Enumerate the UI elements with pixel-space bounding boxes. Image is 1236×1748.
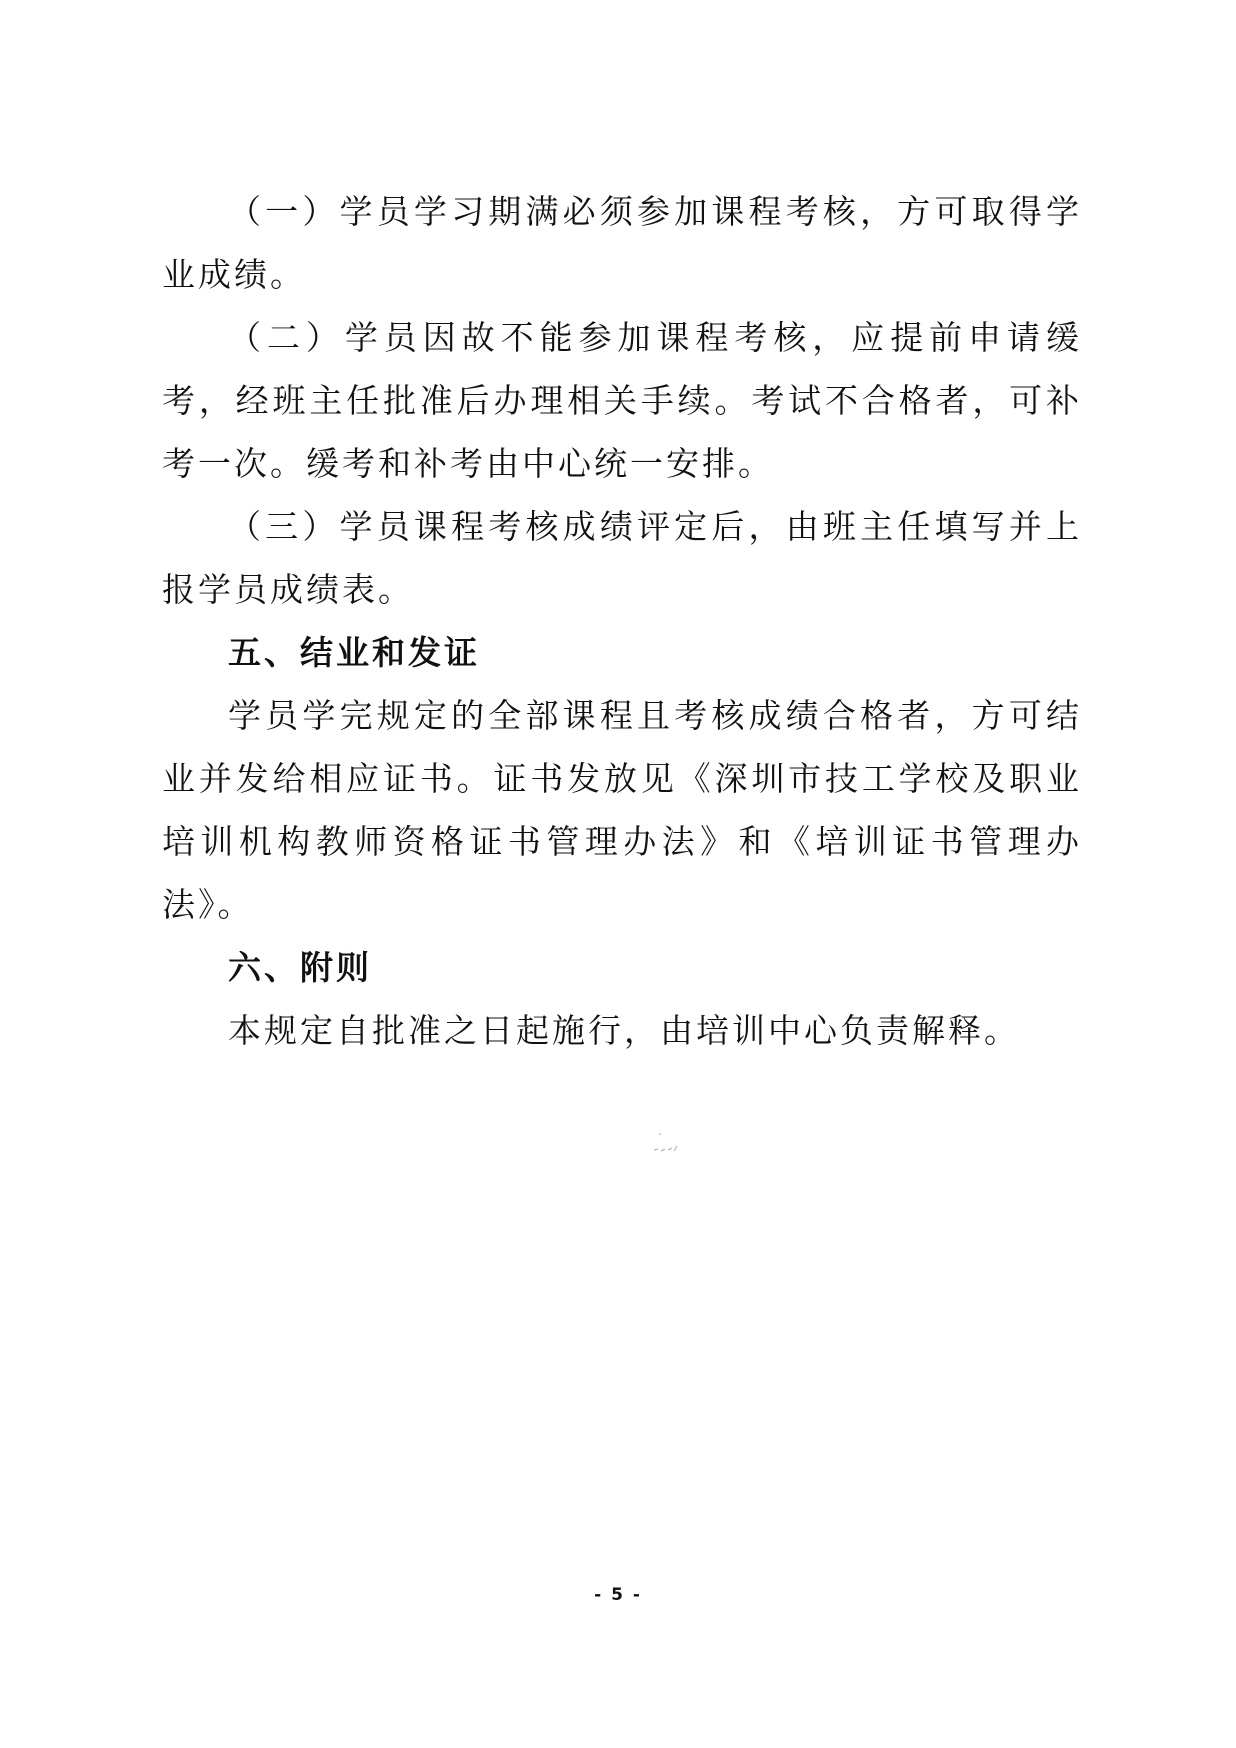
scan-speck-mark	[652, 1128, 682, 1158]
clause-certificates: 学员学完规定的全部课程且考核成绩合格者，方可结业并发给相应证书。证书发放见《深圳市技工学校及职业培训机构教师资格证书管理办法》和《培训证书管理办法》。	[162, 696, 1082, 924]
clause-deferred-exam: （二）学员因故不能参加课程考核，应提前申请缓考，经班主任批准后办理相关手续。考试不合格者，可补考一次。缓考和补考由中心统一安排。	[162, 318, 1082, 483]
section-heading-completion: 五、结业和发证	[228, 633, 480, 672]
document-body	[162, 180, 1082, 1062]
clause-effective-date: 本规定自批准之日起施行，由培训中心负责解释。	[228, 1011, 1020, 1050]
section-heading-supplementary: 六、附则	[228, 948, 372, 987]
page-number: - 5 -	[594, 1585, 642, 1605]
clause-assessment-required: （一）学员学习期满必须参加课程考核，方可取得学业成绩。	[162, 192, 1082, 294]
clause-grade-report: （三）学员课程考核成绩评定后，由班主任填写并上报学员成绩表。	[162, 507, 1082, 609]
